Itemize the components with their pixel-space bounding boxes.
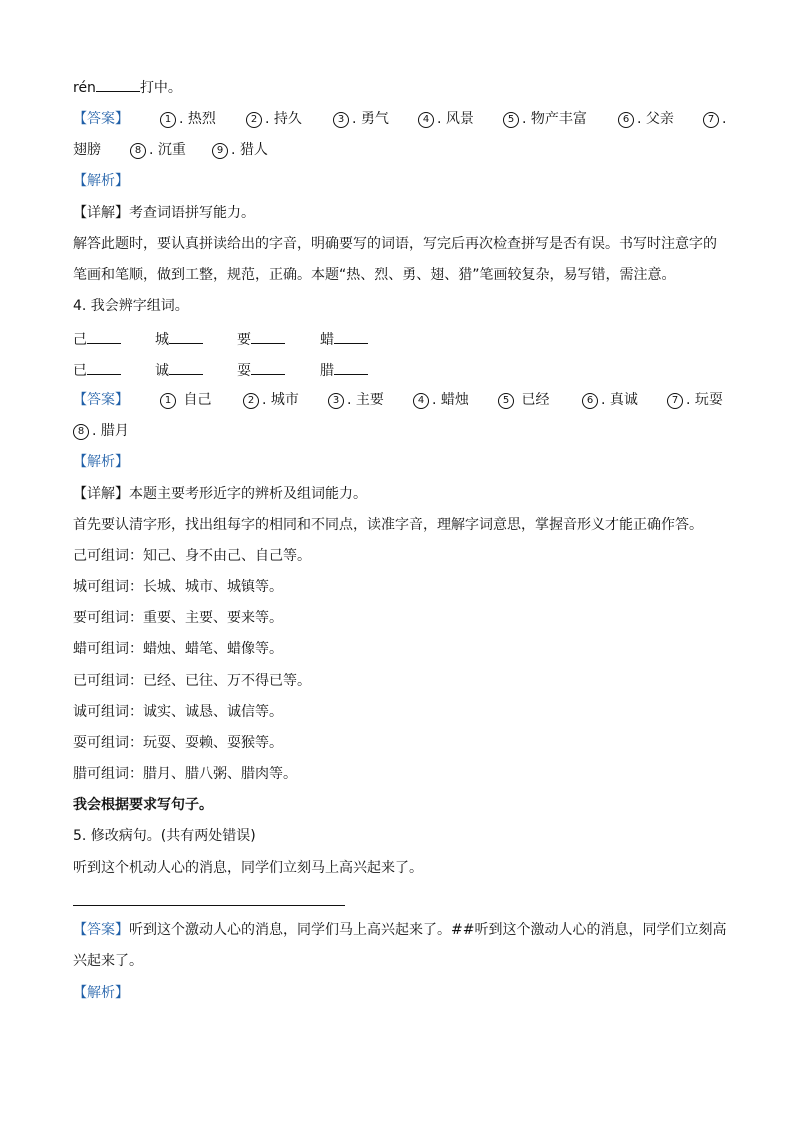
q3-last-item — [73, 77, 182, 97]
answer-label: 【答案】 — [73, 111, 129, 127]
group-line: 腊可组词：腊月、腊八粥、腊肉等。 — [73, 766, 297, 782]
item-text: 打中。 — [139, 80, 182, 96]
answer-text: . 勇气 — [352, 111, 389, 127]
answer-label: 【答案】 — [73, 922, 129, 938]
char-blank — [320, 360, 368, 380]
detail-line — [73, 485, 367, 503]
answer-text: . 蜡烛 — [432, 392, 469, 408]
answer-item — [73, 141, 101, 159]
answer-item — [498, 391, 549, 409]
question-title: 5. 修改病句。(共有两处错误) — [73, 828, 256, 844]
circled-number: 4 — [418, 112, 434, 128]
answer-text: 已经 — [517, 392, 550, 408]
section-title: 我会根据要求写句子。 — [73, 797, 213, 813]
blank-line — [87, 360, 121, 375]
answer-text: 听到这个激动人心的消息，同学们马上高兴起来了。##听到这个激动人心的消息，同学们立刻高 — [129, 922, 727, 938]
circled-number: 4 — [413, 393, 429, 409]
answer-item — [160, 391, 211, 409]
char-text: 要 — [237, 332, 251, 348]
detail-line — [73, 204, 255, 222]
answer-item — [73, 422, 129, 440]
answer-item — [160, 110, 216, 128]
analysis-label: 【解析】 — [73, 454, 129, 470]
char-blank — [73, 360, 121, 380]
group-line: 耍可组词：玩耍、耍赖、耍猴等。 — [73, 735, 283, 751]
char-text: 城 — [155, 332, 169, 348]
analysis-label: 【解析】 — [73, 173, 129, 189]
blank-line — [169, 329, 203, 344]
answer-item — [212, 141, 268, 159]
char-blank — [320, 329, 368, 349]
answer-text: . 风景 — [437, 111, 474, 127]
answer-text: . 腊月 — [92, 423, 129, 439]
circled-number: 7 — [703, 112, 719, 128]
answer-item — [130, 141, 186, 159]
answer-text: . 主要 — [347, 392, 384, 408]
blank-line — [96, 77, 140, 92]
circled-number: 2 — [243, 393, 259, 409]
question-title: 4. 我会辨字组词。 — [73, 298, 189, 314]
answer-item — [413, 391, 469, 409]
char-blank — [155, 329, 203, 349]
group-line: 已可组词：已经、已往、万不得已等。 — [73, 673, 311, 689]
circled-number: 6 — [618, 112, 634, 128]
circled-number: 5 — [498, 393, 514, 409]
answer-item — [328, 391, 384, 409]
answer-item — [618, 110, 674, 128]
q4-answer-row — [73, 391, 129, 409]
answer-text: . 猎人 — [231, 142, 268, 158]
answer-text: . 父亲 — [637, 111, 674, 127]
circled-number: 8 — [130, 143, 146, 159]
explain-text: 解答此题时，要认真拼读给出的字音，明确要写的词语，写完后再次检查拼写是否有误。书写时注意字的 — [73, 236, 717, 252]
circled-number: 9 — [212, 143, 228, 159]
answer-blank-line — [73, 905, 345, 906]
answer-text: 自己 — [179, 392, 212, 408]
explain-text: 笔画和笔顺，做到工整，规范，正确。本题“热、烈、勇、翅、猎”笔画较复杂，易写错，需注意。 — [73, 267, 676, 283]
circled-number: 6 — [582, 393, 598, 409]
answer-text: . 玩耍 — [686, 392, 723, 408]
blank-line — [87, 329, 121, 344]
answer-item — [246, 110, 302, 128]
char-blank — [237, 360, 285, 380]
q3-answer-row — [73, 110, 129, 128]
blank-line — [334, 329, 368, 344]
circled-number: 7 — [667, 393, 683, 409]
circled-number: 8 — [73, 424, 89, 440]
analysis-label: 【解析】 — [73, 985, 129, 1001]
char-text: 蜡 — [320, 332, 334, 348]
circled-number: 3 — [333, 112, 349, 128]
answer-text: . 热烈 — [179, 111, 216, 127]
answer-text: . 物产丰富 — [522, 111, 587, 127]
group-line: 蜡可组词：蜡烛、蜡笔、蜡像等。 — [73, 641, 283, 657]
answer-text: . 真诚 — [601, 392, 638, 408]
char-blank — [73, 329, 121, 349]
group-line: 要可组词：重要、主要、要来等。 — [73, 610, 283, 626]
circled-number: 1 — [160, 112, 176, 128]
answer-item — [582, 391, 638, 409]
circled-number: 2 — [246, 112, 262, 128]
char-text: 己 — [73, 332, 87, 348]
group-line: 诚可组词：诚实、诚恳、诚信等。 — [73, 704, 283, 720]
answer-item — [703, 110, 726, 128]
answer-item — [243, 391, 299, 409]
answer-text: . — [722, 111, 727, 127]
detail-label: 【详解】 — [73, 205, 129, 221]
group-line: 城可组词：长城、城市、城镇等。 — [73, 579, 283, 595]
answer-label: 【答案】 — [73, 392, 129, 408]
blank-line — [251, 329, 285, 344]
blank-line — [251, 360, 285, 375]
group-line: 己可组词：知己、身不由己、自己等。 — [73, 548, 311, 564]
circled-number: 5 — [503, 112, 519, 128]
answer-text: . 城市 — [262, 392, 299, 408]
answer-text: 兴起来了。 — [73, 953, 143, 969]
circled-number: 1 — [160, 393, 176, 409]
answer-item — [503, 110, 587, 128]
answer-text: . 持久 — [265, 111, 302, 127]
answer-item — [418, 110, 474, 128]
answer-item — [667, 391, 723, 409]
q5-answer-line — [73, 921, 726, 939]
detail-label: 【详解】 — [73, 486, 129, 502]
detail-text: 考查词语拼写能力。 — [129, 205, 255, 221]
explain-text: 首先要认清字形，找出组每字的相同和不同点，读准字音，理解字词意思，掌握音形义才能正确作答。 — [73, 517, 703, 533]
char-text: 已 — [73, 363, 87, 379]
pinyin-text: rén — [73, 80, 96, 96]
char-text: 诚 — [155, 363, 169, 379]
answer-text: 翅膀 — [73, 142, 101, 158]
detail-text: 本题主要考形近字的辨析及组词能力。 — [129, 486, 367, 502]
char-text: 耍 — [237, 363, 251, 379]
answer-text: . 沉重 — [149, 142, 186, 158]
char-blank — [237, 329, 285, 349]
question-sentence: 听到这个机动人心的消息，同学们立刻马上高兴起来了。 — [73, 860, 423, 876]
blank-line — [169, 360, 203, 375]
char-text: 腊 — [320, 363, 334, 379]
circled-number: 3 — [328, 393, 344, 409]
char-blank — [155, 360, 203, 380]
answer-item — [333, 110, 389, 128]
blank-line — [334, 360, 368, 375]
